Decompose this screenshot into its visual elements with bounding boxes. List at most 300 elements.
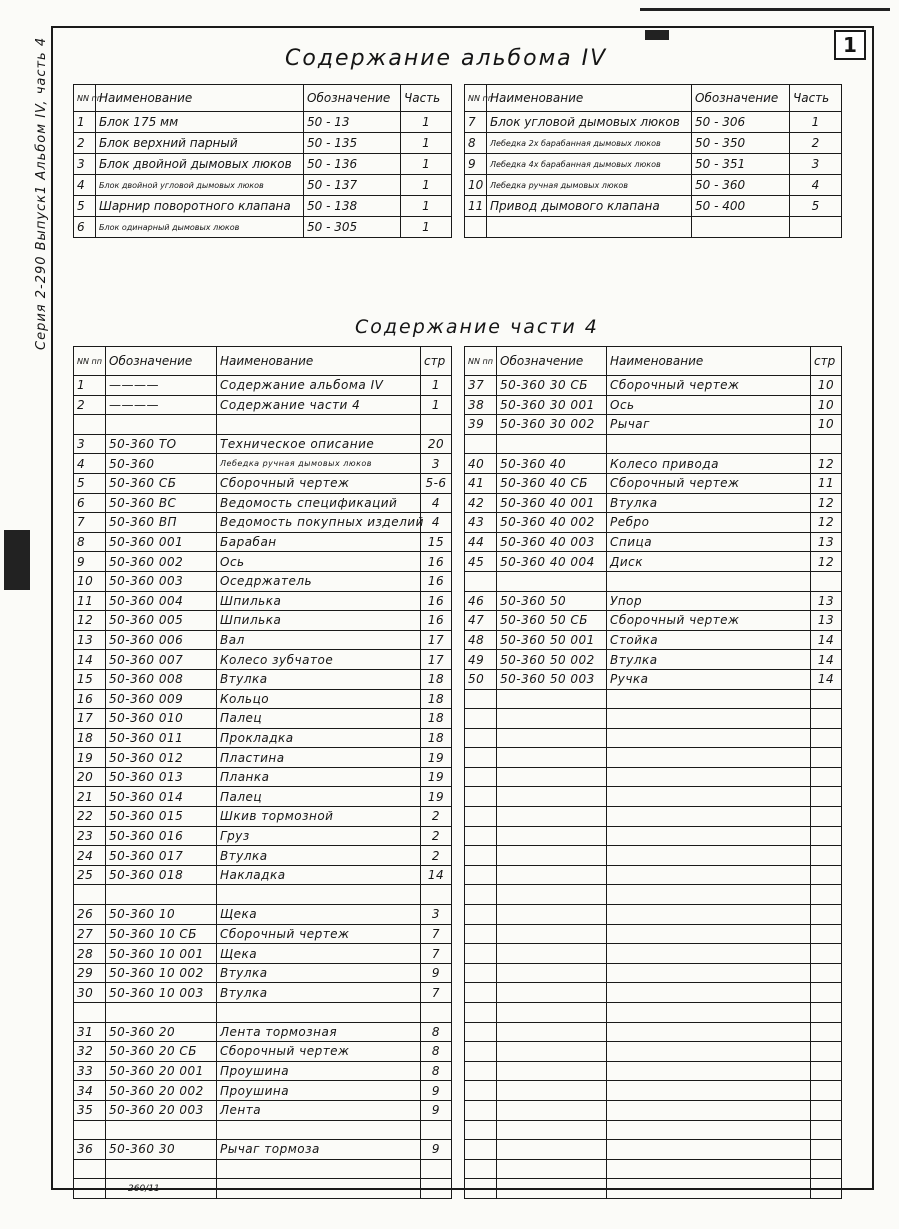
table-row <box>465 415 842 435</box>
cell-designation: 50-360 50 003 <box>497 669 607 689</box>
cell-name: Блок угловой дымовых люков <box>487 112 692 133</box>
table-row <box>74 924 452 944</box>
cell-name <box>607 1022 811 1042</box>
cell-designation: 50-360 011 <box>106 728 217 748</box>
table-row <box>465 532 842 552</box>
cell-name <box>607 807 811 827</box>
table-row <box>465 826 842 846</box>
table-row <box>74 133 452 154</box>
cell-num: 30 <box>74 983 106 1003</box>
cell-num: 11 <box>74 591 106 611</box>
table-row <box>74 885 452 905</box>
cell-page: 13 <box>811 532 842 552</box>
cell-page <box>811 1022 842 1042</box>
cell-page: 18 <box>421 669 452 689</box>
cell-name: Диск <box>607 552 811 572</box>
table-row <box>465 807 842 827</box>
cell-page <box>811 1042 842 1062</box>
table-row <box>74 669 452 689</box>
cell-page <box>811 1100 842 1120</box>
cell-name: Втулка <box>217 983 421 1003</box>
cell-designation: 50-360 20 001 <box>106 1061 217 1081</box>
table-row <box>74 1022 452 1042</box>
cell-designation: 50 - 360 <box>692 175 790 196</box>
cell-num: 6 <box>74 493 106 513</box>
cell-page: 9 <box>421 1140 452 1160</box>
cell-designation <box>497 728 607 748</box>
table-row <box>74 1003 452 1023</box>
cell-designation: 50-360 СБ <box>106 473 217 493</box>
col-part-header: Часть <box>790 85 842 112</box>
col-name-header: Наименование <box>96 85 304 112</box>
cell-page: 8 <box>421 1061 452 1081</box>
cell-name <box>217 1179 421 1199</box>
cell-num: 32 <box>74 1042 106 1062</box>
cell-designation: 50-360 30 002 <box>497 415 607 435</box>
cell-page <box>421 885 452 905</box>
cell-page: 16 <box>421 591 452 611</box>
cell-num: 3 <box>74 434 106 454</box>
cell-num <box>74 885 106 905</box>
cell-num: 1 <box>74 112 96 133</box>
cell-num: 8 <box>465 133 487 154</box>
table-row <box>465 689 842 709</box>
cell-page <box>811 807 842 827</box>
cell-name: Лента тормозная <box>217 1022 421 1042</box>
cell-name: Блок 175 мм <box>96 112 304 133</box>
cell-name <box>487 217 692 238</box>
cell-name: Кольцо <box>217 689 421 709</box>
cell-num: 50 <box>465 669 497 689</box>
table-row <box>74 1159 452 1179</box>
cell-name: Сборочный чертеж <box>217 1042 421 1062</box>
cell-page: 5-6 <box>421 473 452 493</box>
cell-designation <box>497 1120 607 1140</box>
cell-designation <box>497 571 607 591</box>
cell-num <box>465 571 497 591</box>
cell-designation <box>497 1159 607 1179</box>
cell-name <box>217 1159 421 1179</box>
cell-num <box>74 1159 106 1179</box>
cell-designation: 50-360 017 <box>106 846 217 866</box>
table-row <box>465 787 842 807</box>
cell-name: Втулка <box>217 846 421 866</box>
cell-num: 11 <box>465 196 487 217</box>
cell-page: 7 <box>421 924 452 944</box>
table-row <box>74 905 452 925</box>
table-row <box>74 196 452 217</box>
cell-designation: 50-360 018 <box>106 865 217 885</box>
cell-name: Проушина <box>217 1061 421 1081</box>
part-contents-title: Содержание части 4 <box>355 316 599 338</box>
cell-num: 12 <box>74 611 106 631</box>
cell-page: 4 <box>421 513 452 533</box>
cell-designation: 50-360 009 <box>106 689 217 709</box>
cell-page: 14 <box>811 650 842 670</box>
cell-num <box>465 885 497 905</box>
cell-page: 16 <box>421 571 452 591</box>
cell-page <box>811 1159 842 1179</box>
cell-page <box>811 944 842 964</box>
table-row <box>465 454 842 474</box>
cell-designation: 50-360 003 <box>106 571 217 591</box>
cell-designation <box>497 1022 607 1042</box>
table-row <box>465 1042 842 1062</box>
table-row <box>74 650 452 670</box>
cell-designation: 50-360 013 <box>106 767 217 787</box>
cell-num <box>465 709 497 729</box>
cell-designation: 50-360 20 002 <box>106 1081 217 1101</box>
cell-designation <box>497 748 607 768</box>
cell-num <box>465 217 487 238</box>
cell-name: Шпилька <box>217 591 421 611</box>
cell-num: 10 <box>465 175 487 196</box>
cell-page: 1 <box>421 376 452 396</box>
table-row <box>74 175 452 196</box>
cell-designation: 50 - 350 <box>692 133 790 154</box>
table-row <box>74 571 452 591</box>
cell-part: 1 <box>401 175 452 196</box>
cell-num: 22 <box>74 807 106 827</box>
cell-designation <box>497 885 607 905</box>
cell-num: 37 <box>465 376 497 396</box>
cell-page: 20 <box>421 434 452 454</box>
cell-page <box>811 963 842 983</box>
cell-num: 9 <box>465 154 487 175</box>
cell-page <box>811 434 842 454</box>
cell-name <box>607 1120 811 1140</box>
cell-page: 2 <box>421 807 452 827</box>
table-row <box>74 513 452 533</box>
cell-designation: 50-360 10 СБ <box>106 924 217 944</box>
cell-page <box>811 846 842 866</box>
cell-designation <box>106 1179 217 1199</box>
cell-designation: 50 - 138 <box>304 196 401 217</box>
cell-num: 10 <box>74 571 106 591</box>
cell-num <box>465 905 497 925</box>
table-row <box>74 963 452 983</box>
cell-name: Блок двойной угловой дымовых люков <box>96 175 304 196</box>
cell-name: Вал <box>217 630 421 650</box>
table-row <box>465 395 842 415</box>
cell-name <box>607 963 811 983</box>
cell-part: 4 <box>790 175 842 196</box>
cell-page: 7 <box>421 944 452 964</box>
cell-name <box>607 767 811 787</box>
col-page-header: стр <box>421 347 452 376</box>
table-row <box>74 748 452 768</box>
cell-num: 8 <box>74 532 106 552</box>
cell-num: 1 <box>74 376 106 396</box>
cell-designation: 50-360 ВП <box>106 513 217 533</box>
cell-name: Щека <box>217 905 421 925</box>
cell-designation: 50-360 006 <box>106 630 217 650</box>
cell-name: Пластина <box>217 748 421 768</box>
cell-designation <box>497 944 607 964</box>
cell-name: Оседржатель <box>217 571 421 591</box>
table-row <box>465 865 842 885</box>
cell-name <box>607 1159 811 1179</box>
cell-name: Ось <box>607 395 811 415</box>
cell-num: 20 <box>74 767 106 787</box>
table-row <box>465 728 842 748</box>
cell-name <box>607 944 811 964</box>
cell-page: 3 <box>421 905 452 925</box>
cell-designation <box>106 1159 217 1179</box>
cell-num <box>465 1179 497 1199</box>
cell-num: 9 <box>74 552 106 572</box>
table-row <box>465 963 842 983</box>
cell-name <box>217 415 421 435</box>
cell-page: 10 <box>811 395 842 415</box>
cell-num: 16 <box>74 689 106 709</box>
cell-designation <box>497 865 607 885</box>
cell-name <box>607 905 811 925</box>
scan-artifact <box>4 530 30 590</box>
table-row <box>74 728 452 748</box>
cell-name: Стойка <box>607 630 811 650</box>
cell-page: 10 <box>811 376 842 396</box>
cell-name: Сборочный чертеж <box>217 924 421 944</box>
cell-designation: 50 - 13 <box>304 112 401 133</box>
table-row <box>74 415 452 435</box>
cell-num: 15 <box>74 669 106 689</box>
cell-page <box>811 885 842 905</box>
table-row <box>465 1159 842 1179</box>
cell-name <box>217 1120 421 1140</box>
cell-name: Блок двойной дымовых люков <box>96 154 304 175</box>
cell-num: 33 <box>74 1061 106 1081</box>
cell-designation <box>497 1042 607 1062</box>
cell-designation: 50-360 010 <box>106 709 217 729</box>
cell-designation <box>497 1061 607 1081</box>
cell-name <box>607 787 811 807</box>
table-row <box>74 865 452 885</box>
col-designation-header: Обозначение <box>106 347 217 376</box>
cell-designation: 50-360 008 <box>106 669 217 689</box>
table-row <box>74 154 452 175</box>
cell-designation <box>106 1003 217 1023</box>
cell-page <box>811 826 842 846</box>
cell-designation: 50-360 004 <box>106 591 217 611</box>
table-row <box>465 885 842 905</box>
cell-page <box>421 1159 452 1179</box>
cell-page: 12 <box>811 552 842 572</box>
cell-page: 2 <box>421 826 452 846</box>
cell-name: Шпилька <box>217 611 421 631</box>
cell-num: 26 <box>74 905 106 925</box>
table-row <box>465 571 842 591</box>
cell-page <box>421 1120 452 1140</box>
cell-name: Колесо зубчатое <box>217 650 421 670</box>
cell-page <box>421 415 452 435</box>
table-row <box>465 1061 842 1081</box>
cell-num <box>465 1022 497 1042</box>
cell-name <box>607 826 811 846</box>
table-row <box>465 376 842 396</box>
cell-page <box>811 865 842 885</box>
cell-num: 6 <box>74 217 96 238</box>
cell-designation: 50 - 135 <box>304 133 401 154</box>
cell-page: 19 <box>421 748 452 768</box>
cell-num: 14 <box>74 650 106 670</box>
table-row <box>465 767 842 787</box>
table-row <box>74 376 452 396</box>
cell-num: 2 <box>74 395 106 415</box>
cell-name: Втулка <box>217 669 421 689</box>
cell-name: Втулка <box>217 963 421 983</box>
cell-num <box>465 748 497 768</box>
cell-num: 39 <box>465 415 497 435</box>
cell-designation: 50-360 10 003 <box>106 983 217 1003</box>
cell-name <box>607 1061 811 1081</box>
cell-designation <box>497 1081 607 1101</box>
table-row <box>74 767 452 787</box>
cell-num: 38 <box>465 395 497 415</box>
cell-page: 18 <box>421 728 452 748</box>
table-row <box>465 650 842 670</box>
table-row <box>74 591 452 611</box>
cell-page <box>811 689 842 709</box>
table-row <box>74 1100 452 1120</box>
footnote: 260/11 <box>128 1184 160 1194</box>
cell-designation: 50-360 001 <box>106 532 217 552</box>
cell-num <box>465 434 497 454</box>
cell-name <box>607 728 811 748</box>
table-row <box>465 552 842 572</box>
cell-num: 43 <box>465 513 497 533</box>
table-row <box>465 1022 842 1042</box>
cell-num <box>74 1179 106 1199</box>
cell-num: 48 <box>465 630 497 650</box>
cell-num: 42 <box>465 493 497 513</box>
table-row <box>465 1081 842 1101</box>
cell-designation: 50-360 ТО <box>106 434 217 454</box>
table-row <box>465 133 842 154</box>
table-row <box>74 944 452 964</box>
cell-designation <box>497 1100 607 1120</box>
cell-page: 19 <box>421 767 452 787</box>
cell-designation: 50-360 007 <box>106 650 217 670</box>
cell-num <box>465 865 497 885</box>
cell-page: 14 <box>811 669 842 689</box>
cell-name: Сборочный чертеж <box>607 611 811 631</box>
cell-designation <box>106 1120 217 1140</box>
cell-designation <box>497 807 607 827</box>
cell-num: 36 <box>74 1140 106 1160</box>
cell-page <box>811 1179 842 1199</box>
cell-num: 24 <box>74 846 106 866</box>
cell-designation: 50-360 10 001 <box>106 944 217 964</box>
cell-num <box>465 1003 497 1023</box>
cell-name: Втулка <box>607 650 811 670</box>
cell-designation: 50-360 014 <box>106 787 217 807</box>
cell-name: Лебедка 4х барабанная дымовых люков <box>487 154 692 175</box>
cell-name: Колесо привода <box>607 454 811 474</box>
cell-num: 21 <box>74 787 106 807</box>
table-row <box>74 1081 452 1101</box>
table-row <box>74 434 452 454</box>
cell-designation: 50 - 306 <box>692 112 790 133</box>
part-contents-table-left <box>73 346 452 1199</box>
table-row <box>465 196 842 217</box>
cell-num <box>465 846 497 866</box>
cell-num: 44 <box>465 532 497 552</box>
cell-num: 40 <box>465 454 497 474</box>
cell-page <box>811 1081 842 1101</box>
cell-num: 7 <box>465 112 487 133</box>
cell-designation: 50 - 136 <box>304 154 401 175</box>
cell-name <box>607 983 811 1003</box>
cell-designation: 50-360 50 001 <box>497 630 607 650</box>
cell-name: Техническое описание <box>217 434 421 454</box>
cell-designation: 50 - 351 <box>692 154 790 175</box>
table-row <box>74 611 452 631</box>
scan-artifact <box>640 8 890 11</box>
album-contents-title: Содержание альбома IV <box>285 46 608 71</box>
table-row <box>74 689 452 709</box>
cell-name: Лебедка ручная дымовых люков <box>487 175 692 196</box>
cell-num: 27 <box>74 924 106 944</box>
cell-page: 1 <box>421 395 452 415</box>
cell-designation: ———— <box>106 395 217 415</box>
cell-page: 11 <box>811 473 842 493</box>
cell-page: 10 <box>811 415 842 435</box>
table-row <box>74 1120 452 1140</box>
cell-name: Содержание части 4 <box>217 395 421 415</box>
cell-name: Лебедка ручная дымовых люков <box>217 454 421 474</box>
cell-designation: 50 - 305 <box>304 217 401 238</box>
table-row <box>465 669 842 689</box>
cell-name <box>607 1140 811 1160</box>
table-row <box>465 630 842 650</box>
cell-page: 14 <box>421 865 452 885</box>
cell-num: 23 <box>74 826 106 846</box>
table-row <box>465 154 842 175</box>
cell-part: 2 <box>790 133 842 154</box>
cell-num: 49 <box>465 650 497 670</box>
table-row <box>465 1003 842 1023</box>
cell-page <box>421 1179 452 1199</box>
cell-page: 8 <box>421 1042 452 1062</box>
cell-designation: 50-360 30 <box>106 1140 217 1160</box>
cell-name: Сборочный чертеж <box>607 473 811 493</box>
cell-designation: 50-360 20 003 <box>106 1100 217 1120</box>
cell-page: 18 <box>421 689 452 709</box>
cell-name <box>607 709 811 729</box>
cell-name: Сборочный чертеж <box>217 473 421 493</box>
cell-name: Палец <box>217 787 421 807</box>
cell-designation: ———— <box>106 376 217 396</box>
cell-designation <box>497 1179 607 1199</box>
table-row <box>465 1140 842 1160</box>
cell-page: 16 <box>421 611 452 631</box>
col-name-header: Наименование <box>607 347 811 376</box>
cell-designation <box>497 1003 607 1023</box>
col-num-header: NN пп <box>465 85 487 112</box>
cell-name <box>607 748 811 768</box>
table-row <box>465 112 842 133</box>
cell-designation: 50-360 002 <box>106 552 217 572</box>
table-row <box>465 846 842 866</box>
table-row <box>465 983 842 1003</box>
cell-num: 45 <box>465 552 497 572</box>
cell-name: Шарнир поворотного клапана <box>96 196 304 217</box>
cell-page <box>811 1120 842 1140</box>
table-row <box>74 217 452 238</box>
col-num-header: NN пп <box>74 347 106 376</box>
table-row <box>74 630 452 650</box>
